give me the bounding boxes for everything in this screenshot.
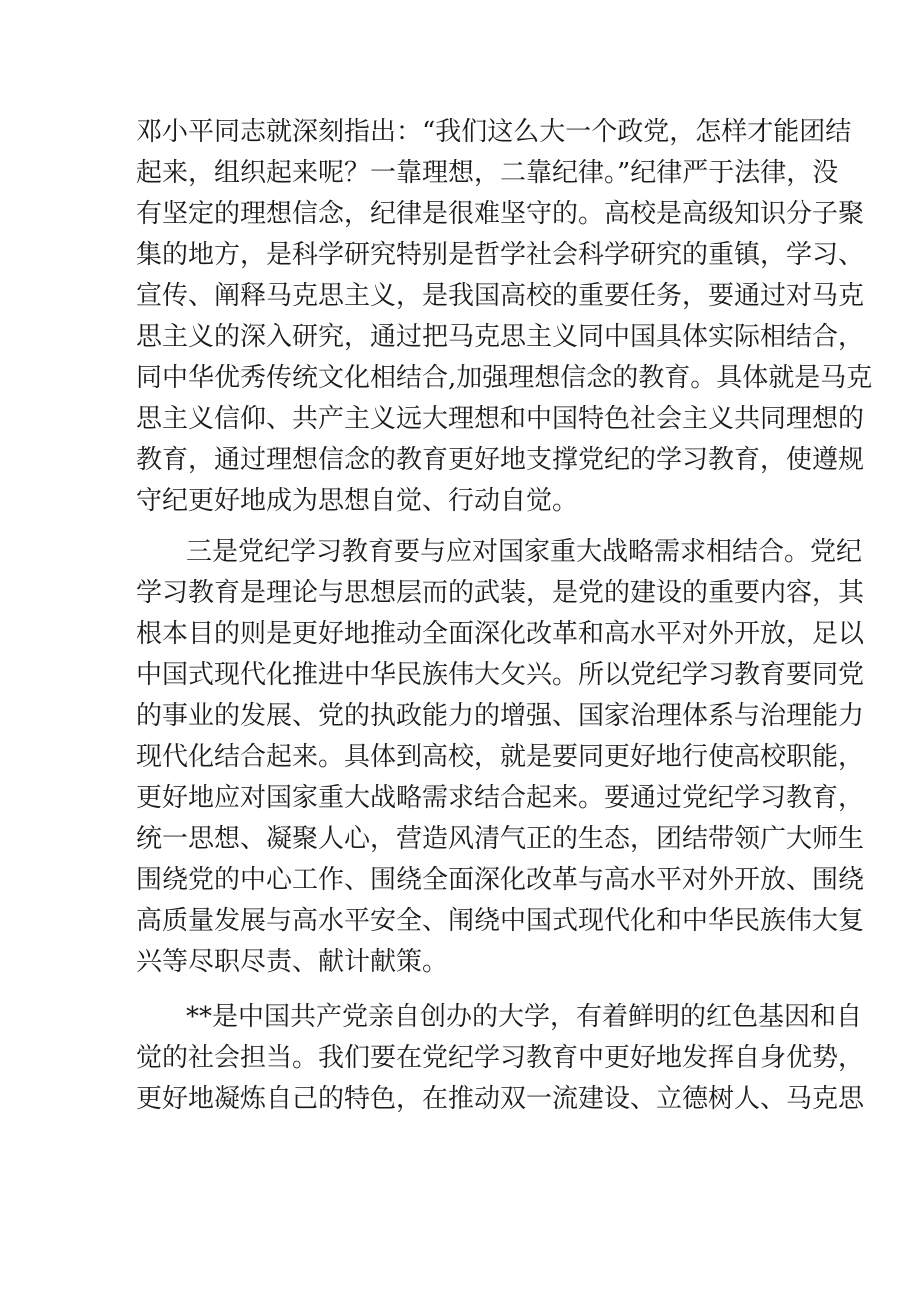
text-line: 高质量发展与高水平安全、闱绕中国式现代化和中华民族伟大复 (136, 906, 865, 936)
text-line: 的事业的发展、党的执政能力的增强、国家治理体系与治理能力 (136, 701, 865, 731)
text-line: 守纪更好地成为思想自觉、行动自觉。 (136, 486, 579, 516)
paragraph-1 (136, 112, 873, 522)
text-line: 有坚定的理想信念，纪律是很难坚守的。高校是高级知识分子聚 (136, 199, 865, 229)
text-line: 统一思想、凝聚人心，营造风清气正的生态，团结带领广大师生 (136, 824, 865, 854)
text-line: 起来，组织起来呢？一靠理想，二靠纪律。”纪律严于法律，没 (136, 158, 839, 188)
paragraph-3 (136, 997, 865, 1120)
text-line: 教育，通过理想信念的教育更好地支撑党纪的学习教育，使遵规 (136, 445, 865, 475)
text-line: 中国式现代化推进中华民族伟大攵兴。所以党纪学习教育要同党 (136, 660, 865, 690)
text-line: 围绕党的中心工作、围绕全面深化改革与高水平对外开放、围绕 (136, 865, 865, 895)
text-line: 三是党纪学习教育要与应对国家重大战略需求相结合。党纪 (186, 537, 863, 567)
document-body (136, 112, 873, 1120)
text-line: 现代化结合起来。具体到高校，就是要同更好地行使高校职能， (136, 742, 865, 772)
text-line: 更好地应对国家重大战略需求结合起来。要通过党纪学习教育， (136, 783, 865, 813)
text-line: 邓小平同志就深刻指出：“我们这么大一个政党，怎样才能团结 (136, 117, 852, 147)
text-line: 思主义信仰、共产主义远大理想和中国特色社会主义共同理想的 (136, 404, 865, 434)
text-line: 宣传、阐释马克思主义，是我国高校的重要任务，要通过对马克 (136, 281, 865, 311)
text-line: 更好地凝炼自己的特色，在推动双一流建设、立德树人、马克思 (136, 1084, 865, 1114)
text-line: 集的地方，是科学研究特别是哲学社会科学研究的重镇，学习、 (136, 240, 865, 270)
text-line: 根本目的则是更好地推动全面深化改革和高水平对外开放，足以 (136, 619, 865, 649)
text-line: 学习教育是理论与思想层而的武装，是党的建设的重要内容，其 (136, 578, 865, 608)
text-line: 兴等尽职尽责、献计献策。 (136, 947, 449, 977)
text-line: **是中国共产党亲自创办的大学，有着鲜明的红色基因和自 (186, 1002, 863, 1032)
text-line: 觉的社会担当。我们要在党纪学习教育中更好地发挥自身优势， (136, 1043, 865, 1073)
text-line: 思主义的深入研究，通过把马克思主义同中国具体实际相结合， (136, 322, 865, 352)
paragraph-gap (136, 983, 796, 997)
paragraph-gap (136, 522, 796, 532)
text-line: 同中华优秀传统文化相结合,加强理想信念的教育。具体就是马克 (136, 363, 873, 393)
paragraph-2 (136, 532, 865, 983)
